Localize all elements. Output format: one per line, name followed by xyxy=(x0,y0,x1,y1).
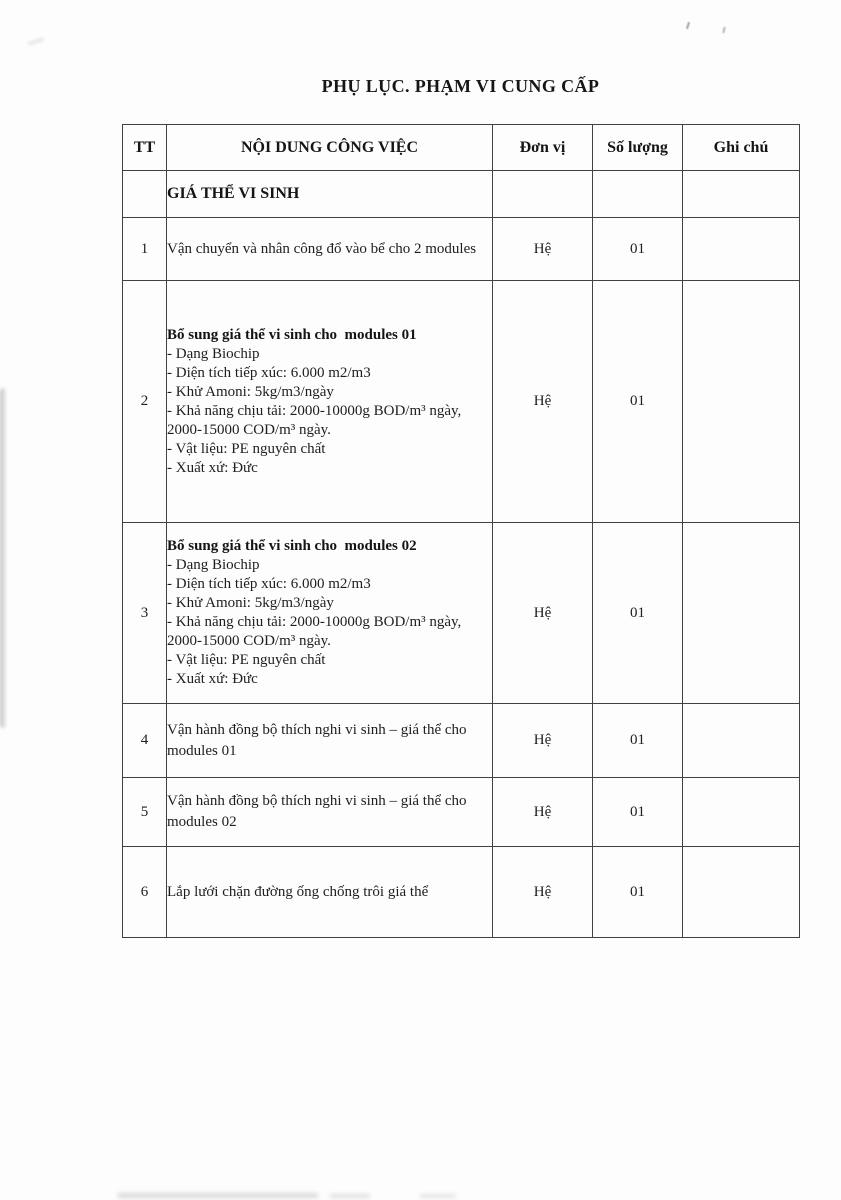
table-row xyxy=(123,281,800,523)
note-cell xyxy=(683,778,800,847)
work-description: Vận hành đồng bộ thích nghi vi sinh – giá thể cho modules 02 xyxy=(167,793,467,830)
unit-cell: Hệ xyxy=(493,704,593,778)
spec-line: - Khả năng chịu tải: 2000-10000g BOD/m³ ngày, 2000-15000 COD/m³ ngày. xyxy=(167,402,462,438)
scan-smudge xyxy=(118,1193,318,1198)
col-header-unit: Đơn vị xyxy=(493,125,593,171)
col-header-quantity: Số lượng xyxy=(593,125,683,171)
work-description-cell xyxy=(167,523,493,704)
table-row xyxy=(123,847,800,938)
unit-cell: Hệ xyxy=(493,847,593,938)
spec-line: - Xuất xứ: Đức xyxy=(167,459,258,476)
spec-line: - Xuất xứ: Đức xyxy=(167,671,258,687)
table-row xyxy=(123,218,800,281)
work-item-title: Bổ sung giá thể vi sinh cho modules 01 xyxy=(167,326,417,343)
spec-line: - Vật liệu: PE nguyên chất xyxy=(167,440,326,457)
unit-cell: Hệ xyxy=(493,523,593,704)
row-number: 1 xyxy=(123,218,167,281)
unit-cell: Hệ xyxy=(493,281,593,523)
scope-of-supply-table xyxy=(122,124,800,938)
work-description: Lắp lưới chặn đường ống chống trôi giá thể xyxy=(167,883,429,900)
work-description-cell xyxy=(167,847,493,938)
note-cell xyxy=(683,218,800,281)
note-cell xyxy=(683,523,800,704)
col-header-tt: TT xyxy=(123,125,167,171)
quantity-cell: 01 xyxy=(593,523,683,704)
table-header-row xyxy=(123,125,800,171)
spec-line: - Khử Amoni: 5kg/m3/ngày xyxy=(167,383,334,400)
row-number: 2 xyxy=(123,281,167,523)
work-description: Vận chuyển và nhân công đổ vào bể cho 2 modules xyxy=(167,240,477,257)
spec-line: - Khả năng chịu tải: 2000-10000g BOD/m³ ngày, 2000-15000 COD/m³ ngày. xyxy=(167,614,462,649)
row-number: 6 xyxy=(123,847,167,938)
note-cell xyxy=(683,281,800,523)
note-cell xyxy=(683,704,800,778)
scan-smudge xyxy=(420,1194,456,1198)
work-description-cell xyxy=(167,281,493,523)
row-number: 4 xyxy=(123,704,167,778)
work-item-title: Bổ sung giá thể vi sinh cho modules 02 xyxy=(167,538,417,554)
table-row xyxy=(123,778,800,847)
table-row xyxy=(123,523,800,704)
quantity-cell: 01 xyxy=(593,704,683,778)
section-title: GIÁ THỂ VI SINH xyxy=(167,185,300,202)
table-row xyxy=(123,704,800,778)
empty-cell xyxy=(123,171,167,218)
note-cell xyxy=(683,847,800,938)
quantity-cell: 01 xyxy=(593,778,683,847)
scan-speck xyxy=(722,27,725,33)
scan-edge-shadow xyxy=(0,388,7,728)
empty-cell xyxy=(493,171,593,218)
spec-line: - Diện tích tiếp xúc: 6.000 m2/m3 xyxy=(167,364,371,381)
unit-cell: Hệ xyxy=(493,218,593,281)
spec-line: - Khử Amoni: 5kg/m3/ngày xyxy=(167,595,334,611)
row-number: 5 xyxy=(123,778,167,847)
unit-cell: Hệ xyxy=(493,778,593,847)
empty-cell xyxy=(683,171,800,218)
scan-speck xyxy=(686,22,690,29)
row-number: 3 xyxy=(123,523,167,704)
spec-line: - Dạng Biochip xyxy=(167,345,260,362)
quantity-cell: 01 xyxy=(593,281,683,523)
section-header-row xyxy=(123,171,800,218)
col-header-note: Ghi chú xyxy=(683,125,800,171)
quantity-cell: 01 xyxy=(593,218,683,281)
work-description-cell xyxy=(167,218,493,281)
empty-cell xyxy=(593,171,683,218)
work-description-cell xyxy=(167,704,493,778)
work-description: Vận hành đồng bộ thích nghi vi sinh – giá thể cho modules 01 xyxy=(167,721,467,759)
spec-line: - Diện tích tiếp xúc: 6.000 m2/m3 xyxy=(167,576,371,592)
spec-line: - Vật liệu: PE nguyên chất xyxy=(167,652,326,668)
spec-line: - Dạng Biochip xyxy=(167,557,260,573)
quantity-cell: 01 xyxy=(593,847,683,938)
section-header-cell xyxy=(167,171,493,218)
col-header-content: NỘI DUNG CÔNG VIỆC xyxy=(167,125,493,171)
scan-smudge xyxy=(28,38,44,46)
work-description-cell xyxy=(167,778,493,847)
page-title: PHỤ LỤC. PHẠM VI CUNG CẤP xyxy=(321,76,600,96)
scan-smudge xyxy=(330,1194,370,1198)
